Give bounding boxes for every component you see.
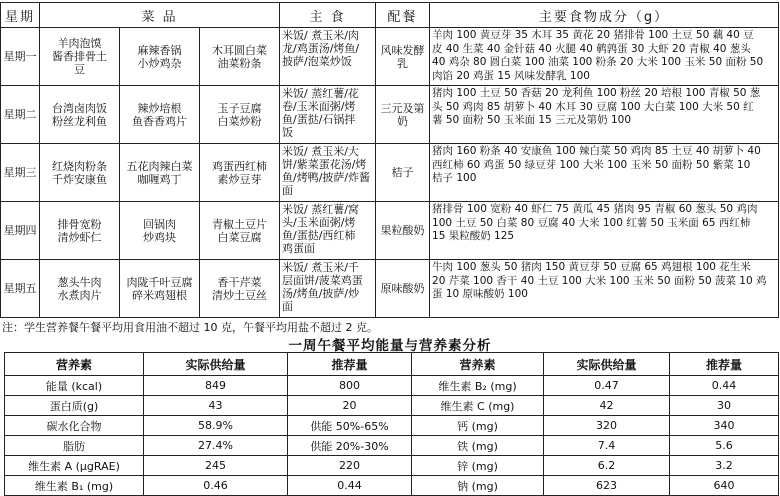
dish-cell-line: 五花肉辣白菜 xyxy=(126,159,193,173)
dish-cell-line: 清炒虾仁 xyxy=(57,230,102,244)
menu-row xyxy=(1,86,779,144)
staple-cell-line: 鱼/蛋挞/西红柿 xyxy=(282,229,356,242)
nutrient-value-cell: 0.46 xyxy=(144,476,288,496)
nutrition-cell xyxy=(430,144,779,202)
nutrient-name-cell: 维生素 B₁ (mg) xyxy=(5,476,144,496)
nutrition-cell-line: 40 鸡杂 80 圆白菜 100 油菜 100 粉条 20 大米 100 玉米 50 面粉 50 xyxy=(432,56,764,68)
nutrient-value-cell: 320 xyxy=(544,416,670,436)
nutrition-cell-line: 皮 40 生菜 40 金针菇 40 火腿 40 鹌鹑蛋 30 大虾 20 青椒 40 葱头 xyxy=(432,42,751,55)
staple-cell-line: 面 xyxy=(282,300,294,313)
dish-cell xyxy=(200,86,280,144)
staple-cell-line: 层面饼/菠菜鸡蛋 xyxy=(282,274,363,287)
nutrition-cell-line: 肉馅 20 鸡蛋 15 风味发酵乳 100 xyxy=(432,69,590,82)
side-dish-cell-line: 三元及第 xyxy=(380,101,425,115)
staple-cell-line: 头/玉米面粥/烤 xyxy=(282,216,356,229)
side-dish-cell xyxy=(376,202,430,260)
dish-cell-line: 素炒豆芽 xyxy=(217,172,262,186)
side-dish-cell-line: 桔子 xyxy=(391,166,414,179)
staple-cell-line: 面 xyxy=(282,184,294,197)
dish-cell-line: 粉丝龙利鱼 xyxy=(52,114,107,128)
dish-cell xyxy=(120,260,200,318)
dish-cell-line: 辣炒培根 xyxy=(137,101,182,115)
weekday-cell: 星期四 xyxy=(1,202,40,260)
dish-cell-line: 水煮肉片 xyxy=(57,288,102,302)
dish-cell xyxy=(200,28,280,86)
side-dish-cell xyxy=(376,144,430,202)
dish-cell-line: 清炒土豆丝 xyxy=(212,288,267,302)
nutrient-value-cell: 供能 20%-30% xyxy=(288,436,412,456)
dish-cell-line: 白菜炒粉 xyxy=(217,114,262,128)
dish-cell-line: 碎米鸡翅根 xyxy=(132,288,187,302)
nutrient-value-cell: 6.2 xyxy=(544,456,670,476)
nutrient-value-cell: 58.9% xyxy=(144,416,288,436)
dish-cell-line: 玉子豆腐 xyxy=(217,101,262,115)
weekday-cell: 星期三 xyxy=(1,144,40,202)
nutrition-cell-line: 蛋 10 原味酸奶 100 xyxy=(432,288,528,300)
nutrient-header: 营养素 xyxy=(412,353,544,376)
side-dish-cell-line: 果粒酸奶 xyxy=(380,224,425,237)
staple-cell-line: 米饭/ 蒸红薯/花 xyxy=(282,87,359,100)
nutrient-name-cell: 钠 (mg) xyxy=(412,476,544,496)
dish-cell xyxy=(40,28,120,86)
nutrition-cell-line: 100 土豆 50 白菜 80 豆腐 40 大米 100 红薯 50 玉米面 65 西红柿 xyxy=(432,216,751,229)
menu-row xyxy=(1,144,779,202)
menu-header-row xyxy=(1,3,779,28)
nutrient-value-cell: 30 xyxy=(670,396,779,416)
dish-cell-line: 炒鸡块 xyxy=(143,230,176,244)
nutrient-row xyxy=(5,416,779,436)
header-dishes: 菜 品 xyxy=(40,3,280,28)
nutrient-value-cell: 27.4% xyxy=(144,436,288,456)
staple-cell-line: 汤/烤鱼/披萨/炒 xyxy=(282,287,360,300)
nutrient-row xyxy=(5,396,779,416)
nutrient-name-cell: 维生素 C (mg) xyxy=(412,396,544,416)
nutrient-value-cell: 7.4 xyxy=(544,436,670,456)
nutrient-value-cell: 43 xyxy=(144,396,288,416)
nutrient-value-cell: 849 xyxy=(144,376,288,396)
nutrient-value-cell: 220 xyxy=(288,456,412,476)
nutrient-value-cell: 340 xyxy=(670,416,779,436)
nutrient-name-cell: 脂肪 xyxy=(5,436,144,456)
dish-cell-line: 香干芹菜 xyxy=(217,275,262,289)
side-dish-cell xyxy=(376,260,430,318)
staple-cell-line: 龙/鸡蛋汤/烤鱼/ xyxy=(282,42,360,55)
staple-cell-line: 饭 xyxy=(282,126,294,139)
dish-cell xyxy=(40,260,120,318)
side-dish-cell-line: 风味发酵 xyxy=(380,43,425,57)
nutrition-cell-line: 桔子 100 xyxy=(432,172,477,184)
nutrient-name-cell: 维生素 A (μgRAE) xyxy=(5,456,144,476)
nutrient-value-cell: 0.47 xyxy=(544,376,670,396)
dish-cell-line: 青椒土豆片 xyxy=(212,217,267,231)
nutrient-value-cell: 供能 50%-65% xyxy=(288,416,412,436)
dish-cell-line: 排骨宽粉 xyxy=(57,217,102,231)
nutrient-value-cell: 5.6 xyxy=(670,436,779,456)
nutrient-value-cell: 623 xyxy=(544,476,670,496)
nutrient-row xyxy=(5,456,779,476)
staple-cell xyxy=(280,260,376,318)
dish-cell-line: 麻辣香锅 xyxy=(137,43,182,57)
dish-cell-line: 油菜粉条 xyxy=(217,56,262,70)
nutrient-name-cell: 能量 (kcal) xyxy=(5,376,144,396)
dish-cell xyxy=(120,28,200,86)
staple-cell-line: 卷/玉米面粥/烤 xyxy=(282,100,356,113)
nutrient-row xyxy=(5,476,779,496)
nutrient-header: 实际供给量 xyxy=(544,353,670,376)
nutrition-cell-line: 猪肉 160 粉条 40 安康鱼 100 辣白菜 50 鸡肉 85 土豆 40 胡萝卜 40 xyxy=(432,145,761,157)
staple-cell-line: 饼/紫菜蛋花汤/烤 xyxy=(282,158,367,171)
nutrient-name-cell: 铁 (mg) xyxy=(412,436,544,456)
nutrient-value-cell: 800 xyxy=(288,376,412,396)
nutrition-cell-line: 20 芹菜 100 香干 40 土豆 100 大米 100 玉米 50 面粉 50 菠菜 10 鸡 xyxy=(432,274,767,287)
weekday-cell: 星期五 xyxy=(1,260,40,318)
nutrition-cell-line: 猪排骨 100 宽粉 40 虾仁 75 黄瓜 45 猪肉 95 青椒 60 葱头 50 鸡肉 xyxy=(432,203,758,215)
dish-cell-line: 红烧肉粉条 xyxy=(52,159,107,173)
staple-cell xyxy=(280,202,376,260)
dish-cell-line: 白菜豆腐 xyxy=(217,230,262,244)
dish-cell xyxy=(200,144,280,202)
staple-cell-line: 米饭/ 煮玉米/肉 xyxy=(282,29,359,42)
header-day: 星期 xyxy=(1,3,40,28)
menu-row xyxy=(1,202,779,260)
nutrient-name-cell: 维生素 B₂ (mg) xyxy=(412,376,544,396)
header-staple: 主 食 xyxy=(280,3,376,28)
dish-cell xyxy=(40,86,120,144)
nutrition-cell-line: 猪肉 100 土豆 50 香菇 20 龙利鱼 100 粉丝 20 培根 100 青椒 50 葱 xyxy=(432,87,761,99)
staple-cell-line: 鱼/烤鸭/披萨/炸酱 xyxy=(282,171,371,184)
nutrient-section-title: 一周午餐平均能量与营养素分析 xyxy=(288,338,492,354)
nutrient-value-cell: 640 xyxy=(670,476,779,496)
nutrient-header: 营养素 xyxy=(5,353,144,376)
nutrient-name-cell: 蛋白质(g) xyxy=(5,396,144,416)
dish-cell-line: 回锅肉 xyxy=(143,217,176,231)
dish-cell-line: 鸡蛋西红柿 xyxy=(212,159,267,173)
nutrition-cell xyxy=(430,202,779,260)
staple-cell-line: 披萨/泡菜炒饭 xyxy=(282,55,352,68)
staple-cell xyxy=(280,86,376,144)
nutrient-header: 实际供给量 xyxy=(144,353,288,376)
nutrient-value-cell: 0.44 xyxy=(288,476,412,496)
staple-cell xyxy=(280,144,376,202)
nutrition-cell-line: 15 果粒酸奶 125 xyxy=(432,230,515,242)
dish-cell xyxy=(120,86,200,144)
dish-cell xyxy=(40,144,120,202)
dish-cell xyxy=(200,202,280,260)
dish-cell xyxy=(120,144,200,202)
dish-cell-line: 千炸安康鱼 xyxy=(52,172,107,186)
nutrient-row xyxy=(5,436,779,456)
dish-cell xyxy=(120,202,200,260)
nutrition-cell xyxy=(430,86,779,144)
side-dish-cell xyxy=(376,28,430,86)
nutrient-analysis-table xyxy=(4,352,779,496)
dish-cell-line: 鱼香香鸡片 xyxy=(132,114,187,128)
nutrition-cell-line: 牛肉 100 葱头 50 猪肉 150 黄豆芽 50 豆腐 65 鸡翅根 100 花生米 xyxy=(432,261,751,273)
nutrition-cell-line: 西红柿 60 鸡蛋 50 绿豆芽 100 大米 100 玉米 50 面粉 50 紫菜 10 xyxy=(432,158,751,171)
nutrition-cell xyxy=(430,260,779,318)
nutrient-header: 推荐量 xyxy=(288,353,412,376)
side-dish-cell-line: 乳 xyxy=(397,56,409,70)
header-nutrition: 主要食物成分（g） xyxy=(430,3,779,28)
nutrient-value-cell: 3.2 xyxy=(670,456,779,476)
nutrition-cell-line: 头 50 鸡肉 85 胡萝卜 40 木耳 30 豆腐 100 大白菜 100 大米 50 红 xyxy=(432,100,754,113)
dish-cell-line: 小炒鸡杂 xyxy=(137,56,182,70)
dish-cell-line: 咖喱鸡丁 xyxy=(137,172,182,186)
dish-cell-line: 台湾卤肉饭 xyxy=(52,101,107,115)
dish-cell-line: 木耳圆白菜 xyxy=(212,43,267,57)
staple-cell-line: 米饭/ 煮玉米/千 xyxy=(282,261,359,274)
weekly-menu-table xyxy=(0,2,779,318)
menu-row xyxy=(1,28,779,86)
staple-cell-line: 鱼/蛋挞/石锅拌 xyxy=(282,113,356,126)
nutrient-header-row xyxy=(5,353,779,376)
dish-cell xyxy=(200,260,280,318)
footnote: 注：学生营养餐午餐平均用食用油不超过 10 克，午餐平均用盐不超过 2 克。 xyxy=(2,321,378,334)
side-dish-cell-line: 奶 xyxy=(397,114,409,128)
nutrition-cell-line: 羊肉 100 黄豆芽 35 木耳 35 黄花 20 猪排骨 100 土豆 50 藕 40 豆 xyxy=(432,29,754,41)
nutrient-name-cell: 锌 (mg) xyxy=(412,456,544,476)
dish-cell-line: 葱头牛肉 xyxy=(57,275,102,289)
side-dish-cell xyxy=(376,86,430,144)
header-side: 配餐 xyxy=(376,3,430,28)
dish-cell-line: 酱香排骨土 xyxy=(52,50,107,63)
nutrition-cell-line: 薯 50 面粉 50 玉米面 15 三元及第奶 100 xyxy=(432,114,632,126)
dish-cell-line: 羊肉泡馍 xyxy=(57,37,102,50)
staple-cell-line: 鸡蛋面 xyxy=(282,242,316,255)
dish-cell-line: 豆 xyxy=(74,63,85,76)
staple-cell xyxy=(280,28,376,86)
nutrient-header: 推荐量 xyxy=(670,353,779,376)
dish-cell xyxy=(40,202,120,260)
menu-row xyxy=(1,260,779,318)
dish-cell-line: 肉陇千叶豆腐 xyxy=(126,275,193,289)
nutrient-value-cell: 20 xyxy=(288,396,412,416)
staple-cell-line: 米饭/ 煮玉米/大 xyxy=(282,145,359,158)
nutrition-cell xyxy=(430,28,779,86)
staple-cell-line: 米饭/ 蒸红薯/窝 xyxy=(282,203,359,216)
weekday-cell: 星期二 xyxy=(1,86,40,144)
side-dish-cell-line: 原味酸奶 xyxy=(380,282,425,295)
weekday-cell: 星期一 xyxy=(1,28,40,86)
nutrient-value-cell: 0.44 xyxy=(670,376,779,396)
nutrient-name-cell: 碳水化合物 xyxy=(5,416,144,436)
nutrient-row xyxy=(5,376,779,396)
nutrient-name-cell: 钙 (mg) xyxy=(412,416,544,436)
nutrient-value-cell: 42 xyxy=(544,396,670,416)
nutrient-value-cell: 245 xyxy=(144,456,288,476)
